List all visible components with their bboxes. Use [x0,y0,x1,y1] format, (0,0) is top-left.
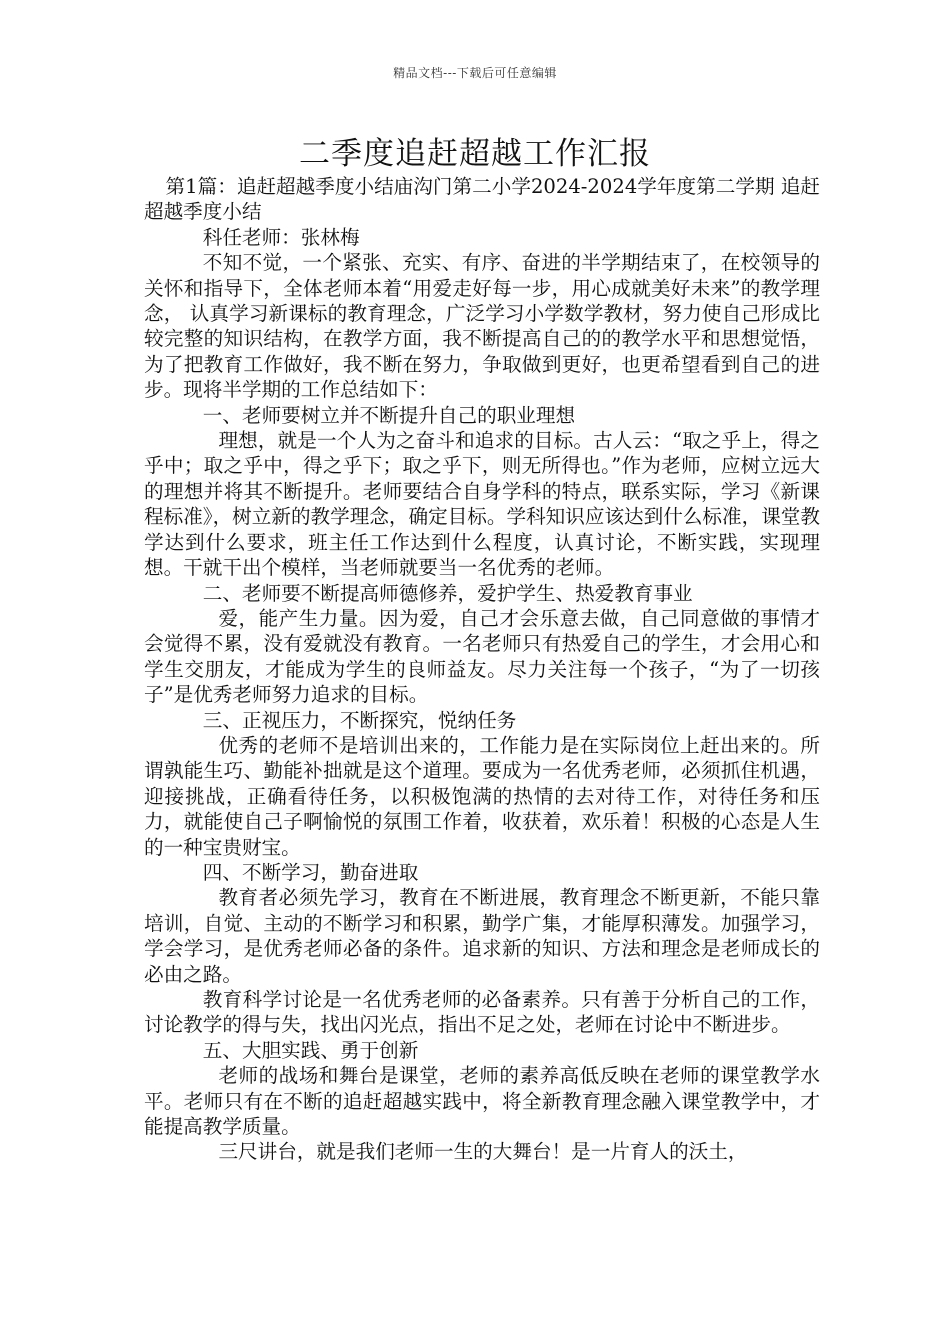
document-title: 二季度追赶超越工作汇报 [299,136,651,172]
section-heading-1: 一、老师要树立并不断提升自己的职业理想 [202,403,576,427]
page-header-watermark: 精品文档---下载后可任意编辑 [393,66,557,80]
body-paragraph: 不知不觉，一个紧张、充实、有序、奋进的半学期结束了，在校领导的关怀和指导下，全体老师本着“用爱走好每一步，用心成就美好未来”的教学理念， 认真学习新课标的教育理念，广泛学习小学数学教材，努力使自己形成比较完整的知识结构，在教学方面，我不断提高自己的的教学水平和思想觉悟，为了把教育工作做好，我不断在努力，争取做到更好，也更希望看到自己的进步。现将半学期的工作总结如下： [144,251,820,402]
section-heading-2: 二、老师要不断提高师德修养，爱护学生、热爱教育事业 [202,581,693,605]
body-paragraph: 老师的战场和舞台是课堂，老师的素养高低反映在老师的课堂教学水平。老师只有在不断的追赶超越实践中，将全新教育理念融入课堂教学中，才能提高教学质量。 [144,1064,820,1139]
section-heading-3: 三、正视压力，不断探究，悦纳任务 [202,708,517,732]
body-paragraph: 理想，就是一个人为之奋斗和追求的目标。古人云：“取之乎上，得之乎中；取之乎中，得之乎下；取之乎下，则无所得也。”作为老师，应树立远大的理想并将其不断提升。老师要结合自身学科的特点，联系实际，学习《新课程标准》，树立新的教学理念，确定目标。学科知识应该达到什么标准，课堂教学达到什么要求，班主任工作达到什么程度，认真讨论，不断实践，实现理想。干就干出个模样，当老师就要当一名优秀的老师。 [144,429,820,580]
body-paragraph: 教育科学讨论是一名优秀老师的必备素养。只有善于分析自己的工作，讨论教学的得与失，找出闪光点，指出不足之处，老师在讨论中不断进步。 [144,988,820,1037]
section-heading-5: 五、大胆实践、勇于创新 [202,1038,419,1062]
document-body [144,174,820,1165]
section-heading-4: 四、不断学习，勤奋进取 [202,860,419,884]
body-paragraph: 优秀的老师不是培训出来的，工作能力是在实际岗位上赶出来的。所谓孰能生巧、勤能补拙就是这个道理。要成为一名优秀老师，必须抓住机遇，迎接挑战，正确看待任务，以积极饱满的热情的去对待工作，对待任务和压力，就能使自己子啊愉悦的氛围工作着，收获着，欢乐着！积极的心态是人生的一种宝贵财宝。 [144,733,820,859]
body-paragraph: 三尺讲台，就是我们老师一生的大舞台！是一片育人的沃土， [218,1140,748,1164]
body-paragraph: 爱，能产生力量。因为爱，自己才会乐意去做，自己同意做的事情才会觉得不累，没有爱就没有教育。一名老师只有热爱自己的学生，才会用心和学生交朋友，才能成为学生的良师益友。尽力关注每一个孩子，“为了一切孩子”是优秀老师努力追求的目标。 [144,606,820,707]
body-paragraph: 教育者必须先学习，教育在不断进展，教育理念不断更新，不能只靠培训，自觉、主动的不断学习和积累，勤学广集，才能厚积薄发。加强学习，学会学习，是优秀老师必备的条件。追求新的知识、方法和理念是老师成长的必由之路。 [144,886,820,986]
intro-paragraph: 第1篇：追赶超越季度小结庙沟门第二小学2024-2024学年度第二学期 追赶超越季度小结 [144,175,820,224]
teacher-name-line: 科任老师：张林梅 [202,225,360,249]
